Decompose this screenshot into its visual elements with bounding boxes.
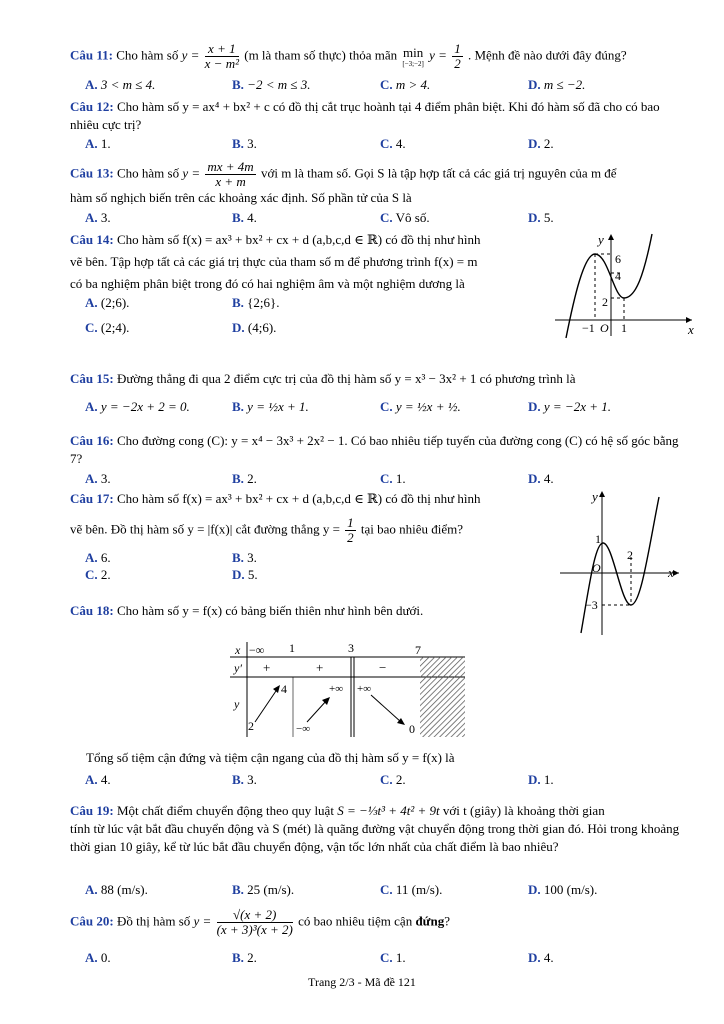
options-15: [85, 399, 685, 417]
option-b[interactable]: B. y = ½x + 1.: [232, 399, 309, 414]
options-12: [85, 136, 685, 154]
tick-6: 6: [615, 252, 621, 266]
options-17b: [85, 567, 385, 585]
question-17-line2: vẽ bên. Đồ thị hàm số y = |f(x)| cắt đường thẳng y = $\frac{1}{2}$ tại bao nhiêu điểm?: [70, 515, 464, 545]
y-val: −∞: [296, 723, 311, 735]
option-d[interactable]: D. 100 (m/s).: [528, 882, 598, 897]
yprime-header: y′: [234, 661, 242, 675]
option-a[interactable]: A. 3.: [85, 210, 111, 225]
option-c[interactable]: C. y = ½x + ½.: [380, 399, 461, 414]
option-d[interactable]: D. 4.: [528, 471, 554, 486]
option-b[interactable]: B. 4.: [232, 210, 257, 225]
question-label: Câu 11:: [70, 47, 113, 63]
y-arrow: [608, 234, 614, 240]
question-14: Câu 14: Cho hàm số f(x) = ax³ + bx² + cx + d (a,b,c,d ∈ ℝ) có đồ thị như hình vẽ bên. Tập hợp tất cả các giá trị thực của tham số m để phương trình f(x) = m có ba nghiệm phân biệt trong đó có hai nghiệm âm và một nghiệm dương là: [70, 232, 481, 291]
options-11: [85, 77, 685, 95]
curve: [566, 234, 652, 338]
origin-label: O: [600, 321, 609, 335]
options-20: [85, 950, 685, 968]
option-d[interactable]: D. (4;6).: [232, 320, 277, 335]
option-d[interactable]: D. 4.: [528, 950, 554, 965]
question-12: Câu 12: Cho hàm số y = ax⁴ + bx² + c có đồ thị cắt trục hoành tại 4 điểm phân biệt. Khi đó hàm số đã cho có bao nhiêu cực trị?: [70, 99, 660, 132]
question-20: Câu 20: Đồ thị hàm số y = $\frac{√(x + 2)}{\text{(x + 3)³(x + 2)}}$ có bao nhiêu tiệm cận đứng?: [70, 907, 450, 937]
sign: +: [263, 660, 271, 675]
y-val: 2: [248, 719, 254, 733]
option-a[interactable]: A. 0.: [85, 950, 111, 965]
origin-label: O: [592, 561, 601, 575]
x-label: x: [688, 322, 694, 337]
option-a[interactable]: A. 3 < m ≤ 4.: [85, 77, 156, 92]
x-arrow: [673, 570, 679, 576]
tick-4: 4: [615, 269, 621, 283]
options-13: [85, 210, 685, 228]
question-18-text: Tổng số tiệm cận đứng và tiệm cận ngang của đồ thị hàm số y = f(x) là: [86, 750, 455, 765]
option-d[interactable]: D. y = −2x + 1.: [528, 399, 611, 414]
option-a[interactable]: A. (2;6).: [85, 295, 130, 310]
option-a[interactable]: A. 1.: [85, 136, 111, 151]
y-header: y: [234, 697, 240, 711]
option-c[interactable]: C. Vô số.: [380, 210, 430, 225]
option-b[interactable]: B. {2;6}.: [232, 295, 280, 310]
question-13: Câu 13: Cho hàm số y = $\frac{mx + 4m}{x + m}$ với m là tham số. Gọi S là tập hợp tất cả các giá trị nguyên của m để hàm số nghịch biến trên các khoảng xác định. Số phần tử của S là: [70, 159, 617, 205]
y-val: 0: [409, 722, 415, 736]
question-17: Câu 17: Cho hàm số f(x) = ax³ + bx² + cx + d (a,b,c,d ∈ ℝ) có đồ thị như hình: [70, 491, 481, 506]
question-18: Câu 18: Cho hàm số y = f(x) có bảng biến thiên như hình bên dưới.: [70, 603, 424, 618]
x-val: 3: [348, 641, 354, 655]
options-14a: [85, 295, 385, 313]
tick-2: 2: [602, 295, 608, 309]
tick-neg1: −1: [582, 321, 595, 335]
options-17a: [85, 550, 385, 568]
question-11: Câu 11: Cho hàm số y = $\frac{x + 1}{\text{x − m²}}$ (m là tham số thực) thỏa mãn min [−3;−2] y = $\frac{1}{2}$ . Mệnh đề nào dưới đây đúng?: [70, 41, 627, 71]
option-d[interactable]: D. 1.: [528, 772, 554, 787]
option-c[interactable]: C. m > 4.: [380, 77, 431, 92]
options-19: [85, 882, 685, 900]
tick-2: 2: [627, 548, 633, 562]
arrow: [307, 700, 327, 722]
option-c[interactable]: C. 2.: [380, 772, 406, 787]
y-val: +∞: [329, 683, 344, 695]
arrow: [255, 688, 278, 722]
options-14b: [85, 320, 385, 338]
fraction: $\frac{x + 1}{\text{x − m²}}$: [204, 41, 239, 71]
x-header: x: [235, 643, 241, 657]
option-a[interactable]: A. y = −2x + 2 = 0.: [85, 399, 190, 414]
option-d[interactable]: D. m ≤ −2.: [528, 77, 586, 92]
x-val: −∞: [249, 643, 265, 657]
x-label: x: [668, 565, 674, 580]
option-d[interactable]: D. 5.: [528, 210, 554, 225]
y-label: y: [598, 232, 604, 247]
option-b[interactable]: B. 3.: [232, 772, 257, 787]
question-16: Câu 16: Cho đường cong (C): y = x⁴ − 3x³ + 2x² − 1. Có bao nhiêu tiếp tuyến của đường cong (C) có hệ số góc bằng 7?: [70, 433, 679, 466]
option-d[interactable]: D. 2.: [528, 136, 554, 151]
option-c[interactable]: C. 11 (m/s).: [380, 882, 443, 897]
option-b[interactable]: B. 2.: [232, 950, 257, 965]
hatched-area: [420, 657, 465, 737]
option-b[interactable]: B. −2 < m ≤ 3.: [232, 77, 311, 92]
option-b[interactable]: B. 3.: [232, 136, 257, 151]
y-val: +∞: [357, 683, 372, 695]
option-a[interactable]: A. 3.: [85, 471, 111, 486]
option-a[interactable]: A. 88 (m/s).: [85, 882, 148, 897]
tick-1: 1: [595, 532, 601, 546]
option-c[interactable]: C. 2.: [85, 567, 111, 582]
option-a[interactable]: A. 4.: [85, 772, 111, 787]
question-15: Câu 15: Đường thẳng đi qua 2 điểm cực trị của đồ thị hàm số y = x³ − 3x² + 1 có phương trình là: [70, 371, 576, 386]
option-c[interactable]: C. 1.: [380, 950, 406, 965]
arrow: [371, 695, 401, 722]
page-footer: Trang 2/3 - Mã đề 121: [308, 975, 416, 989]
arrowhead: [273, 685, 280, 693]
sign: −: [379, 660, 387, 675]
x-val: 7: [415, 643, 421, 657]
options-18: [85, 772, 685, 790]
y-val: 4: [281, 682, 287, 696]
option-c[interactable]: C. 1.: [380, 471, 406, 486]
tick-1: 1: [621, 321, 627, 335]
x-val: 1: [289, 641, 295, 655]
option-a[interactable]: A. 6.: [85, 550, 111, 565]
option-b[interactable]: B. 25 (m/s).: [232, 882, 295, 897]
option-d[interactable]: D. 5.: [232, 567, 258, 582]
tick-neg3: −3: [585, 598, 598, 612]
y-label: y: [592, 489, 598, 504]
option-b[interactable]: B. 3.: [232, 550, 257, 565]
graph-q14: [550, 228, 700, 340]
option-c[interactable]: C. (2;4).: [85, 320, 130, 335]
option-c[interactable]: C. 4.: [380, 136, 406, 151]
sign: +: [316, 660, 324, 675]
question-19: Câu 19: Một chất điểm chuyển động theo quy luật S = −⅓t³ + 4t² + 9t với t (giây) là khoảng thời gian tính từ lúc vật bắt đầu chuyển động và S (mét) là quãng đường vật chuyển động trong thời gian đó. Hỏi trong khoảng thời gian 10 giây, kể từ lúc bắt đầu chuyển động, vận tốc lớn nhất của chất điểm là bao nhiêu?: [70, 803, 680, 854]
y-arrow: [599, 491, 605, 497]
option-b[interactable]: B. 2.: [232, 471, 257, 486]
variation-table: [225, 640, 470, 740]
